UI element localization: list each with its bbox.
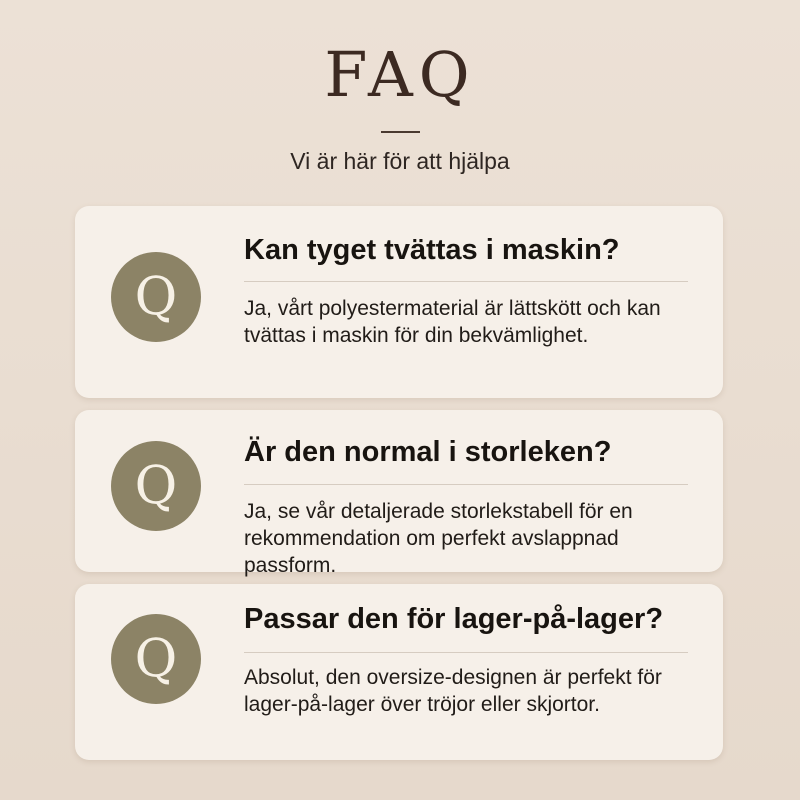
- faq-item[interactable]: [75, 584, 723, 760]
- question-divider: [244, 652, 688, 653]
- question-badge: Q: [111, 441, 201, 531]
- page-title: FAQ: [324, 38, 476, 111]
- question-divider: [244, 281, 688, 282]
- title-divider: [381, 131, 420, 133]
- page-subtitle: Vi är här för att hjälpa: [290, 148, 510, 174]
- faq-question: Passar den för lager-på-lager?: [244, 603, 664, 635]
- question-divider: [244, 484, 688, 485]
- faq-item[interactable]: [75, 410, 723, 577]
- faq-answer: Ja, vårt polyestermaterial är lättskött och kan tvättas i maskin för din bekvämlighet.: [244, 297, 661, 347]
- question-badge: Q: [111, 252, 201, 342]
- faq-item[interactable]: [75, 206, 723, 398]
- faq-question: Är den normal i storleken?: [244, 436, 612, 468]
- faq-answer: Ja, se vår detaljerade storlekstabell för en rekommendation om perfekt avslappnad passform.: [244, 500, 633, 577]
- faq-answer: Absolut, den oversize-designen är perfekt för lager-på-lager över tröjor eller skjortor.: [244, 666, 662, 716]
- faq-question: Kan tyget tvättas i maskin?: [244, 234, 620, 266]
- question-badge: Q: [111, 614, 201, 704]
